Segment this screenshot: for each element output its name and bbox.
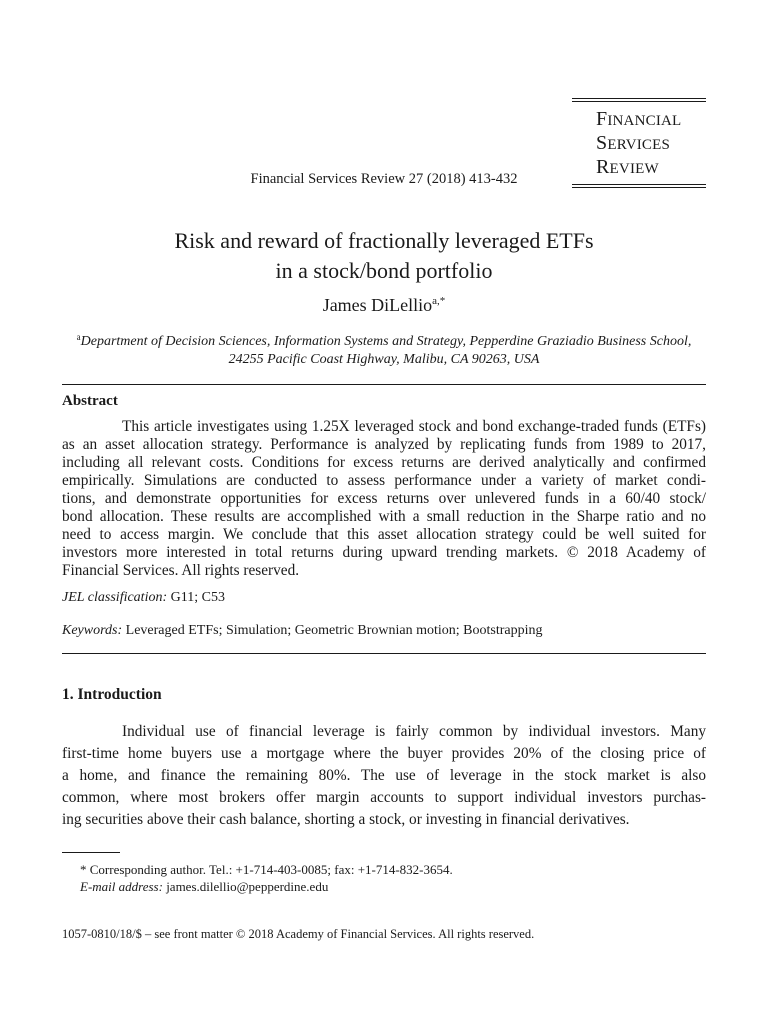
abstract-body [62,418,706,580]
keywords-value: Leveraged ETFs; Simulation; Geometric Brownian motion; Bootstrapping [122,623,543,638]
abstract-line: as an asset allocation strategy. Performance is analyzed by replicating funds from 1989 to 2017, [62,436,706,453]
logo-line-services: SERVICES [596,132,671,154]
abstract-line: This article investigates using 1.25X leveraged stock and bond exchange-traded funds (ETFs) [122,418,706,435]
affiliation-line-1: Department of Decision Sciences, Information Systems and Strategy, Pepperdine Graziadio Business School, [80,334,692,349]
divider-top [62,384,706,385]
jel-classification [62,590,225,606]
affiliation-line-2: 24255 Pacific Coast Highway, Malibu, CA 90263, USA [228,352,540,367]
abstract-line: investors more interested in total returns during upward trending markets. © 2018 Academy of [62,544,706,561]
abstract-line: Financial Services. All rights reserved. [62,562,300,579]
abstract-line: including all relevant costs. Conditions for excess returns are derived analytically and confirmed [62,454,706,471]
intro-line: Individual use of financial leverage is fairly common by individual investors. Many [122,723,706,740]
affiliation-marker: a [76,332,81,342]
intro-line: a home, and finance the remaining 80%. The use of leverage in the stock market is also [62,767,706,784]
author [0,295,768,316]
abstract-heading: Abstract [62,393,118,409]
logo-line-financial: FINANCIAL [596,108,682,130]
divider-bottom [62,653,706,654]
intro-line: ing securities above their cash balance, shorting a stock, or investing in financial derivatives. [62,811,630,828]
title-line-2: in a stock/bond portfolio [275,258,493,283]
title-line-1: Risk and reward of fractionally leveraged ETFs [174,228,594,253]
abstract-line: need to access margin. We conclude that this asset allocation strategy could be well suited for [62,526,706,543]
paper-title [0,226,768,286]
jel-label: JEL classification: [62,590,168,605]
section-heading-introduction: 1. Introduction [62,686,162,703]
author-name: James DiLellio [322,295,433,315]
footnote-corresponding: * Corresponding author. Tel.: +1-714-403-0085; fax: +1-714-832-3654. [80,862,453,877]
introduction-body [62,721,706,831]
footnote-rule [62,852,120,853]
intro-line: first-time home buyers use a mortgage where the buyer provides 20% of the closing price of [62,745,706,762]
journal-reference: Financial Services Review 27 (2018) 413-432 [250,171,518,187]
intro-line: common, where most brokers offer margin accounts to support individual investors purchas- [62,789,706,806]
logo-line-review: REVIEW [596,156,659,178]
author-marker: a,* [432,295,446,307]
affiliation [0,328,768,369]
abstract-line: bond allocation. These results are accomplished with a small reduction in the Sharpe ratio and no [62,508,706,525]
email-label: E-mail address: [80,879,163,894]
keywords [62,623,542,639]
abstract-line: empirically. Simulations are conducted to assess performance under a variety of market condi- [62,472,706,489]
abstract-line: tions, and demonstrate opportunities for excess returns over unlevered funds in a 60/40 stock/ [62,490,706,507]
email-link[interactable]: james.dilellio@pepperdine.edu [162,879,329,894]
copyright-line: 1057-0810/18/$ – see front matter © 2018 Academy of Financial Services. All rights reserved. [62,927,535,941]
footnote-email [80,878,328,895]
keywords-label: Keywords: [62,623,123,638]
jel-value: G11; C53 [167,590,225,605]
